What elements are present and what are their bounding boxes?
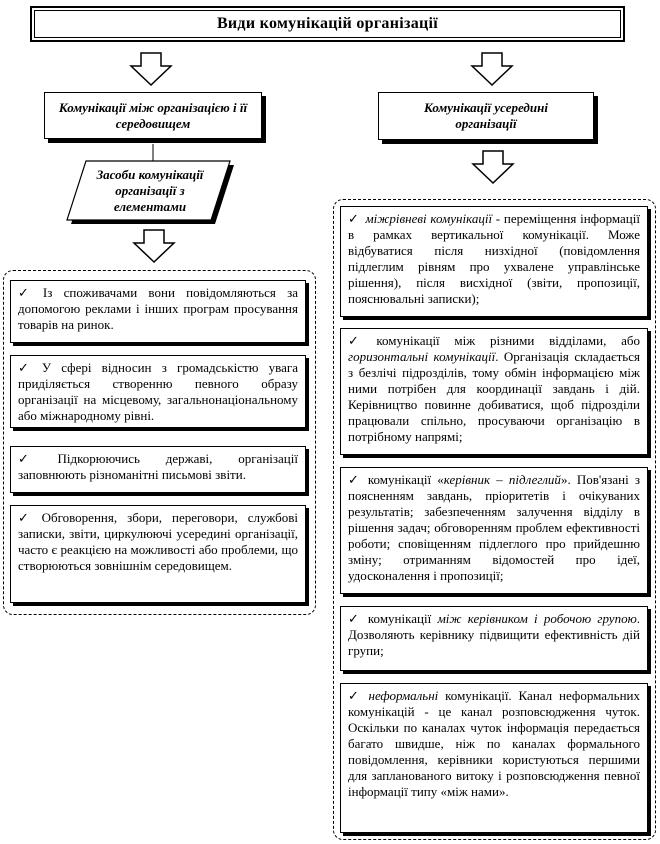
left-subheading-box — [70, 162, 230, 220]
right-item-horizontal: ✓ комунікації між різними відділами, або горизонтальні комунікації. Організація складається з безлічі підрозділів, тому обмін інформацією між ними потрібен для координації завдань і дій. Керівництво повинне добиватися, щоб підрозділи працювали спільно, просуваючи організацію в потрібному напрямі; — [340, 328, 648, 455]
left-item-internal-discussions: ✓ Обговорення, збори, переговори, службові записки, звіти, циркулюючі усередині організації, часто є реакцією на можливості або проблеми, що створюються зовнішнім середовищем. — [10, 505, 306, 603]
right-heading: Комунікації усередині організації — [424, 100, 548, 131]
right-item-manager-group: ✓ комунікації між керівником і робочою групою. Дозволяють керівнику підвищити ефективність дій групи; — [340, 606, 648, 671]
checkmark-icon: ✓ — [348, 211, 360, 226]
left-item-customers: ✓ Із споживачами вони повідомляються за допомогою реклами і інших програм просування товарів на ринок. — [10, 280, 306, 343]
left-item-state-reports: ✓ Підкорюючись державі, організації заповнюють різноманітні письмові звіти. — [10, 446, 306, 493]
left-subheading: Засоби комунікації організації з елементами — [96, 167, 204, 214]
left-item-public-relations: ✓ У сфері відносин з громадськістю увага приділяється створенню певного образу організації на місцевому, загальнонаціональному або міжнародному рівні. — [10, 355, 306, 428]
checkmark-icon: ✓ — [348, 472, 362, 487]
checkmark-icon: ✓ — [348, 611, 362, 626]
checkmark-icon: ✓ — [18, 360, 36, 375]
checkmark-icon: ✓ — [18, 451, 52, 466]
hollow-down-arrow-icon — [472, 150, 514, 184]
right-item-interlevel: ✓ міжрівневі комунікації - переміщення інформації в рамках вертикальної комунікації. Може відбуватися після низхідної (повідомлення підлеглим рівням про ухвалене управлінське рішення), після висхідної (звіти, пропозиції, пояснювальні записки); — [340, 206, 648, 317]
diagram-title: Види комунікацій організації — [34, 10, 621, 38]
checkmark-icon: ✓ — [18, 285, 37, 300]
checkmark-icon: ✓ — [348, 333, 371, 348]
hollow-down-arrow-icon — [133, 229, 175, 263]
checkmark-icon: ✓ — [18, 510, 36, 525]
right-item-informal: ✓ неформальні комунікації. Канал неформальних комунікацій - це канал розповсюдження чуток. Оскільки по каналах чуток інформація передається багато швидше, ніж по каналах формального повідомлення, керівники користуються першими для запланованого витоку і розповсюдження певної інформації типу «між нами». — [340, 683, 648, 833]
checkmark-icon: ✓ — [348, 688, 363, 703]
left-heading: Комунікації між організацією і її середовищем — [58, 99, 248, 131]
right-item-manager-subordinate: ✓ комунікації «керівник – підлеглий». Пов'язані з поясненням завдань, пріоритетів і очікуваних результатів; забезпеченням залучення відділу в рішення задач; обговоренням проблем ефективності роботи; сповіщенням підлеглого про прийдешню зміну; отриманням відомостей про ідеї, удосконалення і пропозиції; — [340, 467, 648, 594]
